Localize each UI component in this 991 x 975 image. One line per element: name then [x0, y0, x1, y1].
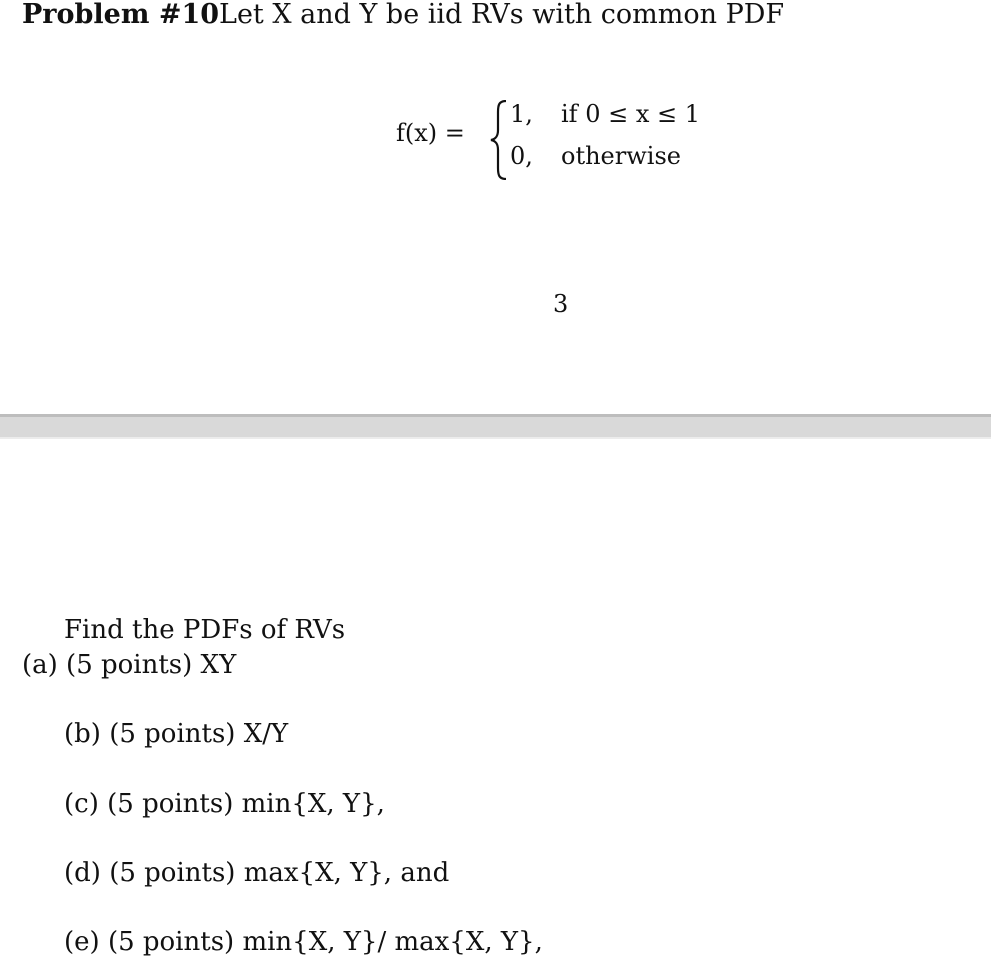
question-part-b: (b) (5 points) X/Y [64, 719, 289, 749]
case-2-condition: otherwise [561, 142, 681, 170]
case-2-value: 0, [510, 142, 533, 170]
problem-statement: Let X and Y be iid RVs with common PDF [219, 0, 785, 30]
left-brace-icon [490, 100, 508, 180]
page-number: 3 [553, 290, 569, 318]
questions-intro: Find the PDFs of RVs [64, 615, 346, 645]
page-break [0, 414, 991, 439]
question-part-c: (c) (5 points) min{X, Y}, [64, 789, 385, 819]
question-part-a: (a) (5 points) XY [22, 650, 237, 680]
pdf-lhs: f(x) = [396, 119, 465, 147]
problem-number: Problem #10 [22, 0, 220, 30]
case-1-value: 1, [510, 100, 533, 128]
question-part-e: (e) (5 points) min{X, Y}/ max{X, Y}, [64, 927, 543, 957]
pdf-definition [396, 94, 736, 184]
question-part-d: (d) (5 points) max{X, Y}, and [64, 858, 450, 888]
case-1-condition: if 0 ≤ x ≤ 1 [561, 100, 700, 128]
problem-heading [22, 0, 784, 32]
